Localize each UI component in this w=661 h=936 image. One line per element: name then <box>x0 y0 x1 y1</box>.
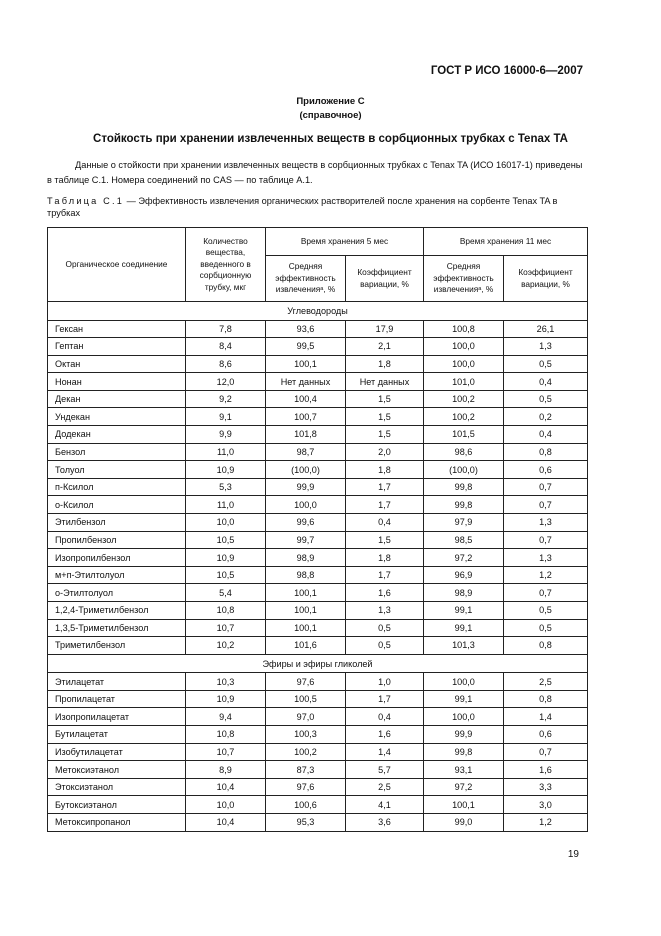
table-row <box>48 602 588 620</box>
recovery-5-cell: 99,6 <box>266 514 346 532</box>
recovery-11-cell: 100,2 <box>424 390 504 408</box>
header-recovery-5: Средняя эффективность извлеченияᵃ, % <box>266 256 346 302</box>
cv-5-cell: 2,1 <box>346 338 424 356</box>
table-row <box>48 355 588 373</box>
recovery-11-cell: 93,1 <box>424 761 504 779</box>
table-row <box>48 426 588 444</box>
amount-cell: 10,8 <box>186 602 266 620</box>
recovery-11-cell: 99,1 <box>424 619 504 637</box>
amount-cell: 10,8 <box>186 726 266 744</box>
recovery-11-cell: 99,8 <box>424 743 504 761</box>
cv-5-cell: 17,9 <box>346 320 424 338</box>
cv-5-cell: 4,1 <box>346 796 424 814</box>
amount-cell: 7,8 <box>186 320 266 338</box>
table-row <box>48 320 588 338</box>
compound-name: Бутоксиэтанол <box>48 796 186 814</box>
cv-5-cell: 0,5 <box>346 637 424 655</box>
amount-cell: 9,9 <box>186 426 266 444</box>
cv-11-cell: 2,5 <box>504 673 588 691</box>
cv-5-cell: 5,7 <box>346 761 424 779</box>
table-body <box>48 302 588 832</box>
compound-name: о-Этилтолуол <box>48 584 186 602</box>
header-cv-5: Коэффициент вариации, % <box>346 256 424 302</box>
cv-11-cell: 0,8 <box>504 443 588 461</box>
table-row <box>48 778 588 796</box>
cv-11-cell: 0,5 <box>504 355 588 373</box>
table-row <box>48 743 588 761</box>
cv-5-cell: 1,4 <box>346 743 424 761</box>
table-row <box>48 708 588 726</box>
amount-cell: 10,0 <box>186 796 266 814</box>
standard-header: ГОСТ Р ИСО 16000-6—2007 <box>430 65 583 77</box>
table-row <box>48 390 588 408</box>
table-row <box>48 338 588 356</box>
recovery-11-cell: 99,8 <box>424 478 504 496</box>
table-row <box>48 796 588 814</box>
compound-name: Изобутилацетат <box>48 743 186 761</box>
recovery-5-cell: 98,7 <box>266 443 346 461</box>
cv-5-cell: 0,4 <box>346 708 424 726</box>
table-row <box>48 443 588 461</box>
cv-5-cell: 2,5 <box>346 778 424 796</box>
recovery-5-cell: 100,4 <box>266 390 346 408</box>
table-caption <box>47 196 587 219</box>
cv-11-cell: 26,1 <box>504 320 588 338</box>
cv-5-cell: 1,7 <box>346 690 424 708</box>
appendix-note: (справочное) <box>299 110 362 121</box>
cv-5-cell: 1,5 <box>346 426 424 444</box>
recovery-5-cell: 100,3 <box>266 726 346 744</box>
header-recovery-11: Средняя эффективность извлеченияᵃ, % <box>424 256 504 302</box>
table-row <box>48 566 588 584</box>
recovery-5-cell: 98,8 <box>266 566 346 584</box>
recovery-5-cell: 100,6 <box>266 796 346 814</box>
cv-11-cell: 0,5 <box>504 602 588 620</box>
compound-name: Толуол <box>48 461 186 479</box>
cv-11-cell: 0,7 <box>504 584 588 602</box>
compound-name: Этилацетат <box>48 673 186 691</box>
recovery-11-cell: 100,0 <box>424 338 504 356</box>
table-row <box>48 531 588 549</box>
recovery-5-cell: 97,6 <box>266 778 346 796</box>
recovery-11-cell: 97,2 <box>424 549 504 567</box>
table-row <box>48 673 588 691</box>
compound-name: Метоксипропанол <box>48 814 186 832</box>
compound-name: Изопропилацетат <box>48 708 186 726</box>
cv-11-cell: 1,4 <box>504 708 588 726</box>
recovery-5-cell: 100,1 <box>266 602 346 620</box>
recovery-5-cell: 100,1 <box>266 355 346 373</box>
recovery-5-cell: 100,1 <box>266 619 346 637</box>
amount-cell: 5,4 <box>186 584 266 602</box>
cv-11-cell: 0,2 <box>504 408 588 426</box>
amount-cell: 10,7 <box>186 743 266 761</box>
compound-name: о-Ксилол <box>48 496 186 514</box>
recovery-11-cell: 98,9 <box>424 584 504 602</box>
recovery-5-cell: 100,0 <box>266 496 346 514</box>
recovery-5-cell: 101,8 <box>266 426 346 444</box>
cv-5-cell: Нет данных <box>346 373 424 391</box>
cv-5-cell: 1,3 <box>346 602 424 620</box>
compound-name: Метоксиэтанол <box>48 761 186 779</box>
compound-name: м+п-Этилтолуол <box>48 566 186 584</box>
recovery-11-cell: 99,9 <box>424 726 504 744</box>
compound-name: Пропилацетат <box>48 690 186 708</box>
cv-11-cell: 3,3 <box>504 778 588 796</box>
amount-cell: 10,4 <box>186 778 266 796</box>
recovery-5-cell: 87,3 <box>266 761 346 779</box>
recovery-5-cell: 101,6 <box>266 637 346 655</box>
header-period-11-months: Время хранения 11 мес <box>424 228 588 256</box>
compound-name: Декан <box>48 390 186 408</box>
recovery-11-cell: 99,8 <box>424 496 504 514</box>
cv-5-cell: 1,8 <box>346 461 424 479</box>
cv-5-cell: 1,5 <box>346 531 424 549</box>
amount-cell: 10,9 <box>186 690 266 708</box>
table-row <box>48 726 588 744</box>
group-name: Эфиры и эфиры гликолей <box>48 654 588 673</box>
table-row <box>48 549 588 567</box>
table-row <box>48 584 588 602</box>
recovery-5-cell: 100,2 <box>266 743 346 761</box>
compound-name: Гептан <box>48 338 186 356</box>
recovery-5-cell: 99,5 <box>266 338 346 356</box>
cv-11-cell: 0,6 <box>504 461 588 479</box>
amount-cell: 10,3 <box>186 673 266 691</box>
recovery-11-cell: 101,3 <box>424 637 504 655</box>
cv-5-cell: 0,5 <box>346 619 424 637</box>
amount-cell: 10,5 <box>186 531 266 549</box>
recovery-5-cell: 93,6 <box>266 320 346 338</box>
cv-11-cell: 1,3 <box>504 514 588 532</box>
cv-5-cell: 1,7 <box>346 478 424 496</box>
recovery-11-cell: 100,0 <box>424 708 504 726</box>
compound-name: п-Ксилол <box>48 478 186 496</box>
cv-5-cell: 1,8 <box>346 355 424 373</box>
compound-name: Триметилбензол <box>48 637 186 655</box>
amount-cell: 8,9 <box>186 761 266 779</box>
recovery-11-cell: 100,2 <box>424 408 504 426</box>
compound-name: Гексан <box>48 320 186 338</box>
table-row <box>48 619 588 637</box>
intro-paragraph: Данные о стойкости при хранении извлеченных веществ в сорбционных трубках с Tenax TA (ИСО 16017-1) приведены в таблице С.1. Номера соединений по CAS — по таблице А.1. <box>47 160 583 185</box>
group-header-row <box>48 302 588 321</box>
amount-cell: 10,5 <box>186 566 266 584</box>
appendix-title: Приложение С <box>296 96 365 107</box>
group-header-row <box>48 654 588 673</box>
header-compound: Органическое соединение <box>48 228 186 302</box>
compound-name: Нонан <box>48 373 186 391</box>
compound-name: Пропилбензол <box>48 531 186 549</box>
recovery-5-cell: 99,7 <box>266 531 346 549</box>
amount-cell: 9,1 <box>186 408 266 426</box>
compound-name: Ундекан <box>48 408 186 426</box>
recovery-11-cell: 98,6 <box>424 443 504 461</box>
amount-cell: 5,3 <box>186 478 266 496</box>
header-period-5-months: Время хранения 5 мес <box>266 228 424 256</box>
amount-cell: 10,2 <box>186 637 266 655</box>
header-amount: Количество вещества, введенного в сорбционную трубку, мкг <box>186 228 266 302</box>
cv-11-cell: 0,7 <box>504 743 588 761</box>
cv-5-cell: 0,4 <box>346 514 424 532</box>
appendix-heading <box>0 95 661 123</box>
page-title: Стойкость при хранении извлеченных веществ в сорбционных трубках с Tenax TA <box>93 133 568 145</box>
recovery-11-cell: 100,1 <box>424 796 504 814</box>
table-row <box>48 496 588 514</box>
page-number: 19 <box>567 849 579 860</box>
recovery-5-cell: Нет данных <box>266 373 346 391</box>
compound-name: Октан <box>48 355 186 373</box>
amount-cell: 9,2 <box>186 390 266 408</box>
amount-cell: 8,6 <box>186 355 266 373</box>
recovery-5-cell: 100,1 <box>266 584 346 602</box>
table-caption-text: — Эффективность извлечения органических растворителей после хранения на сорбенте Tenax TA в трубках <box>47 196 558 218</box>
recovery-11-cell: 101,0 <box>424 373 504 391</box>
header-cv-11: Коэффициент вариации, % <box>504 256 588 302</box>
cv-11-cell: 0,5 <box>504 619 588 637</box>
recovery-11-cell: 99,1 <box>424 602 504 620</box>
amount-cell: 10,9 <box>186 549 266 567</box>
recovery-5-cell: 100,7 <box>266 408 346 426</box>
table-row <box>48 478 588 496</box>
cv-11-cell: 0,8 <box>504 690 588 708</box>
cv-5-cell: 1,6 <box>346 726 424 744</box>
recovery-11-cell: 97,9 <box>424 514 504 532</box>
compound-name: Бутилацетат <box>48 726 186 744</box>
compound-name: Этилбензол <box>48 514 186 532</box>
recovery-11-cell: 96,9 <box>424 566 504 584</box>
cv-11-cell: 0,7 <box>504 531 588 549</box>
cv-5-cell: 1,0 <box>346 673 424 691</box>
amount-cell: 8,4 <box>186 338 266 356</box>
cv-5-cell: 1,7 <box>346 496 424 514</box>
table-row <box>48 637 588 655</box>
recovery-5-cell: 97,0 <box>266 708 346 726</box>
cv-11-cell: 3,0 <box>504 796 588 814</box>
table-row <box>48 814 588 832</box>
table-row <box>48 761 588 779</box>
cv-11-cell: 0,4 <box>504 426 588 444</box>
amount-cell: 12,0 <box>186 373 266 391</box>
cv-11-cell: 0,4 <box>504 373 588 391</box>
recovery-11-cell: 98,5 <box>424 531 504 549</box>
amount-cell: 11,0 <box>186 443 266 461</box>
cv-11-cell: 1,3 <box>504 549 588 567</box>
cv-11-cell: 0,7 <box>504 478 588 496</box>
recovery-11-cell: 97,2 <box>424 778 504 796</box>
cv-5-cell: 1,7 <box>346 566 424 584</box>
table-caption-label: Таблица С.1 <box>47 196 125 206</box>
recovery-11-cell: 99,0 <box>424 814 504 832</box>
cv-11-cell: 0,6 <box>504 726 588 744</box>
compound-name: Этоксиэтанол <box>48 778 186 796</box>
recovery-5-cell: 95,3 <box>266 814 346 832</box>
amount-cell: 10,9 <box>186 461 266 479</box>
cv-5-cell: 1,5 <box>346 408 424 426</box>
amount-cell: 10,0 <box>186 514 266 532</box>
recovery-5-cell: 97,6 <box>266 673 346 691</box>
cv-11-cell: 0,8 <box>504 637 588 655</box>
cv-5-cell: 1,6 <box>346 584 424 602</box>
amount-cell: 10,7 <box>186 619 266 637</box>
cv-11-cell: 1,6 <box>504 761 588 779</box>
cv-5-cell: 3,6 <box>346 814 424 832</box>
group-name: Углеводороды <box>48 302 588 321</box>
cv-5-cell: 1,8 <box>346 549 424 567</box>
cv-11-cell: 1,2 <box>504 566 588 584</box>
amount-cell: 11,0 <box>186 496 266 514</box>
compound-name: 1,3,5-Триметилбензол <box>48 619 186 637</box>
recovery-11-cell: (100,0) <box>424 461 504 479</box>
table-row <box>48 408 588 426</box>
recovery-11-cell: 99,1 <box>424 690 504 708</box>
compound-name: Бензол <box>48 443 186 461</box>
storage-stability-table <box>47 227 588 832</box>
table-row <box>48 690 588 708</box>
recovery-5-cell: 98,9 <box>266 549 346 567</box>
cv-5-cell: 2,0 <box>346 443 424 461</box>
recovery-5-cell: 99,9 <box>266 478 346 496</box>
table-row <box>48 461 588 479</box>
amount-cell: 9,4 <box>186 708 266 726</box>
amount-cell: 10,4 <box>186 814 266 832</box>
compound-name: Додекан <box>48 426 186 444</box>
recovery-5-cell: 100,5 <box>266 690 346 708</box>
recovery-11-cell: 100,0 <box>424 673 504 691</box>
table-row <box>48 373 588 391</box>
table-row <box>48 514 588 532</box>
cv-11-cell: 1,2 <box>504 814 588 832</box>
cv-11-cell: 1,3 <box>504 338 588 356</box>
recovery-11-cell: 100,0 <box>424 355 504 373</box>
cv-5-cell: 1,5 <box>346 390 424 408</box>
recovery-11-cell: 101,5 <box>424 426 504 444</box>
recovery-11-cell: 100,8 <box>424 320 504 338</box>
cv-11-cell: 0,7 <box>504 496 588 514</box>
compound-name: 1,2,4-Триметилбензол <box>48 602 186 620</box>
cv-11-cell: 0,5 <box>504 390 588 408</box>
recovery-5-cell: (100,0) <box>266 461 346 479</box>
compound-name: Изопропилбензол <box>48 549 186 567</box>
